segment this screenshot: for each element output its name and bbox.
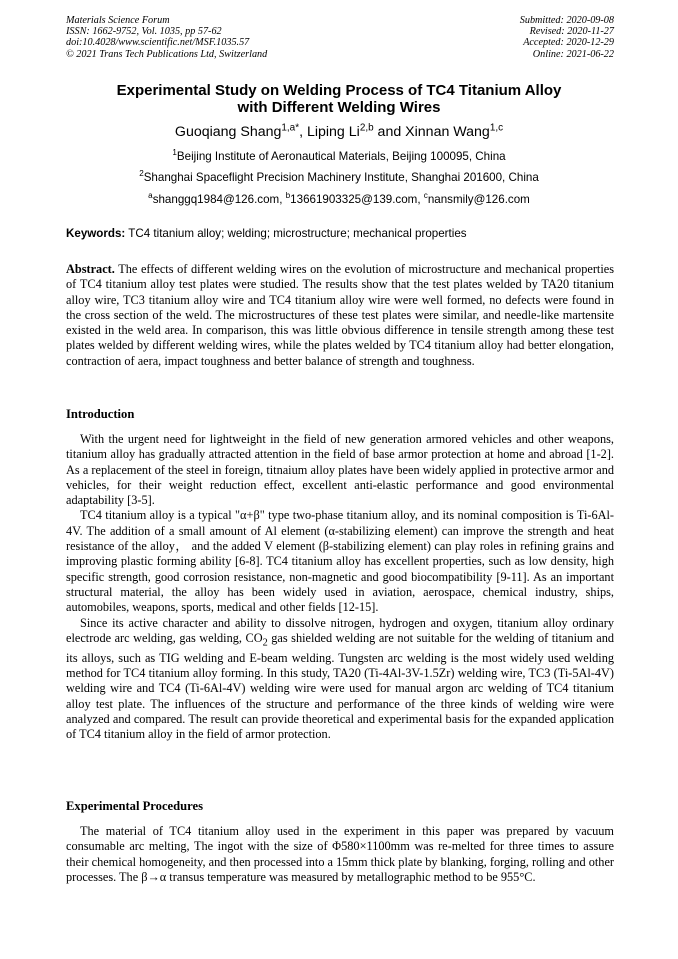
online-date: Online: 2021-06-22 <box>532 48 614 60</box>
author-separator: , <box>299 124 307 140</box>
revised-date: Revised: 2020-11-27 <box>529 26 614 38</box>
experimental-section <box>66 824 614 885</box>
keywords <box>66 227 616 241</box>
copyright-line: © 2021 Trans Tech Publications Ltd, Switzerland <box>66 48 268 60</box>
submitted-date: Submitted: 2020-09-08 <box>519 15 614 26</box>
affiliation-text: Beijing Institute of Aeronautical Materials, Beijing 100095, China <box>176 150 506 163</box>
affiliation-text: Shanghai Spaceflight Precision Machinery Institute, Shanghai 201600, China <box>143 171 539 184</box>
author-separator: and <box>373 124 406 140</box>
author-1-affiliation-mark: 1,a* <box>281 122 300 134</box>
paragraph: The material of TC4 titanium alloy used in the experiment in this paper was prepared by vacuum consumable arc melting, The ingot with the size of Φ580×1100mm was re-melted for three times to assure their chemical homogeneity, and then processed into a 15mm thick plate by blanking, forging, rolling and other processes. The β→α transus temperature was measured by metallographic method to be 955°C. <box>66 824 614 884</box>
accepted-date: Accepted: 2020-12-29 <box>523 37 614 49</box>
keywords-text: TC4 titanium alloy; welding; microstructure; mechanical properties <box>125 227 467 240</box>
section-heading-introduction: Introduction <box>66 407 135 421</box>
email-mark: a <box>148 191 153 201</box>
journal-header-left <box>66 15 267 60</box>
paper-title <box>40 82 638 116</box>
abstract-text: The effects of different welding wires on the evolution of microstructure and mechanical properties of TC4 titanium alloy test plates were studied. The results show that the test plates welded by TA20 titanium alloy wire, TC3 titanium alloy wire and TC4 titanium alloy wire were well formed, no defects were found in the cross section of the weld. The microstructures of these test plates were similar, and needle-like martensite existed in the weld area. In comparison, this was little obvious difference in tensile strength among these test plates welded by different welding wires, while the plates welded by TC4 titanium alloy had better elongation, contraction of aera, impact toughness and better balance of strength and toughness. <box>66 262 614 368</box>
paragraph <box>66 616 614 743</box>
author-2: Liping Li <box>306 124 360 140</box>
title-line-1: Experimental Study on Welding Process of TC4 Titanium Alloy <box>116 82 562 99</box>
issn-line: ISSN: 1662-9752, Vol. 1035, pp 57-62 <box>66 26 222 38</box>
title-line-2: with Different Welding Wires <box>237 99 441 116</box>
abstract <box>66 262 614 369</box>
email-mark: c <box>423 191 428 201</box>
paragraph: TC4 titanium alloy is a typical "α+β" type two-phase titanium alloy, and its nominal composition is Ti-6Al-4V. The addition of a small amount of Al element (α-stabilizing element) can improve the strength and heat resistance of the alloy， and the added V element (β-stabilizing element) can play roles in refining grains and improving plastic forming ability [6-8]. TC4 titanium alloy has excellent properties, such as low density, high specific strength, good corrosion resistance, non-magnetic and good biocompatibility [9-11]. As an important structural material, the alloy has been widely used in aviation, aerospace, chemical industry, ships, automobiles, weapons, sports, medical and other fields [12-15]. <box>66 508 614 615</box>
affiliation-mark: 2 <box>139 169 144 179</box>
keywords-label: Keywords: <box>66 227 126 240</box>
email-address[interactable]: shanggq1984@126.com, <box>152 193 286 206</box>
author-1: Guoqiang Shang <box>174 124 282 140</box>
subscript: 2 <box>262 637 268 649</box>
introduction-section <box>66 432 614 742</box>
paragraph-text: Since its active character and ability to dissolve nitrogen, hydrogen and oxygen, titanium alloy ordinary electrode arc welding, gas welding, CO <box>66 615 614 645</box>
affiliation-mark: 1 <box>172 148 177 158</box>
section-heading-experimental: Experimental Procedures <box>66 799 203 813</box>
affiliation-2 <box>40 171 638 185</box>
doi-line[interactable]: doi:10.4028/www.scientific.net/MSF.1035.57 <box>66 37 250 49</box>
abstract-label: Abstract. <box>66 262 115 276</box>
email-mark: b <box>285 191 291 201</box>
email-address[interactable]: 13661903325@139.com, <box>290 193 424 206</box>
affiliation-1 <box>40 150 638 164</box>
author-list <box>40 123 638 141</box>
author-3: Xinnan Wang <box>405 124 490 140</box>
paragraph: With the urgent need for lightweight in the field of new generation armored vehicles and other weapons, titanium alloy has gradually attracted attention in the field of base armor protection at home and abroad [1-2]. As a replacement of the steel in foreign, titnaium alloy plates have been widely applied in protective armor and vehicles, for their weight reduction effect, excellent anti-elastic performance and good environmental adaptability [3-5]. <box>66 432 614 508</box>
author-3-affiliation-mark: 1,c <box>489 122 504 134</box>
email-line <box>40 193 638 207</box>
paragraph-text: gas shielded welding are not suitable for the welding of titanium and its alloys, such as TIG welding and E-beam welding. Tungsten arc welding is the most widely used welding method for TC4 titanium alloy forming. In this study, TA20 (Ti-4Al-3V-1.5Zr) welding wire, TC3 (Ti-5Al-4V) welding wire and TC4 (Ti-6Al-4V) welding wire were used for manual argon arc welding of TC4 titanium alloy test plate. The influences of the structure and performance of the three kinds of welding wire were analyzed and compared. The result can provide theoretical and experimental basis for the expanded application of TC4 titanium alloy in the field of armor protection. <box>66 630 615 742</box>
author-2-affiliation-mark: 2,b <box>359 122 374 134</box>
journal-header-right <box>520 15 614 60</box>
email-address[interactable]: nansmily@126.com <box>427 193 530 206</box>
journal-name: Materials Science Forum <box>66 15 170 26</box>
